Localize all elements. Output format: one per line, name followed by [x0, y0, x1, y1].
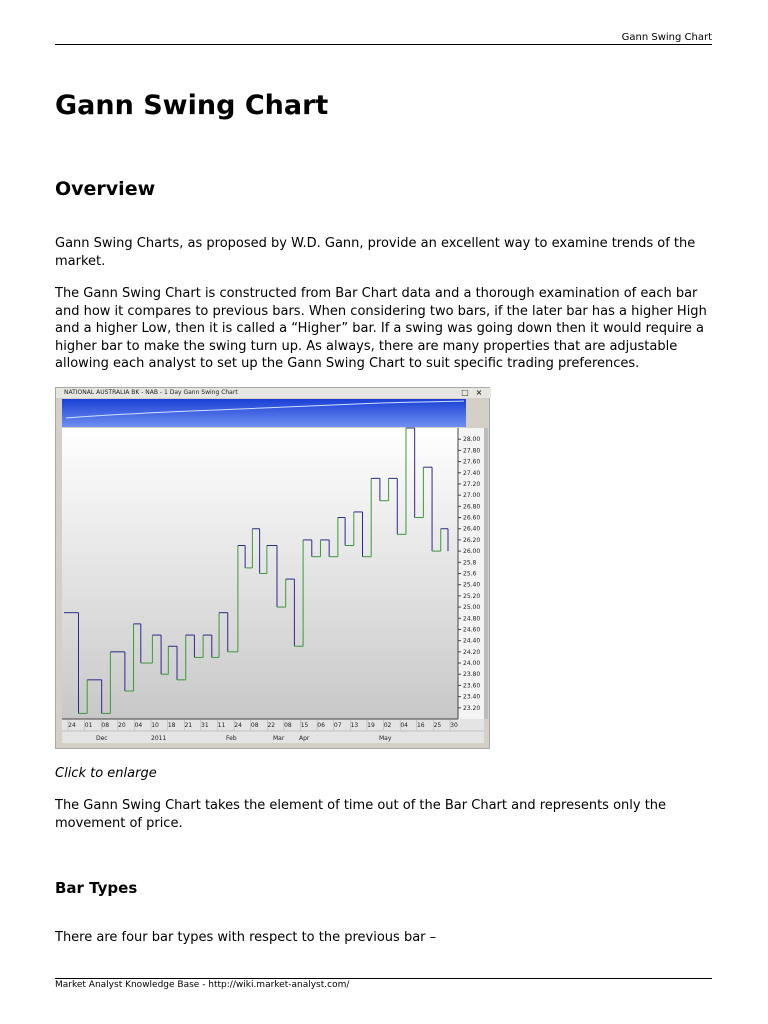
x-tick-label: 08: [101, 722, 110, 729]
x-tick-label: 25: [433, 722, 442, 729]
x-group-label: Feb: [226, 735, 237, 742]
y-tick-label: 23.80: [463, 671, 481, 679]
x-tick-label: 21: [184, 722, 193, 729]
x-tick-label: 08: [284, 722, 292, 729]
x-tick-label: 07: [333, 722, 342, 729]
x-tick-label: 24: [234, 722, 242, 729]
y-tick-label: 25.20: [463, 592, 481, 600]
gann-swing-chart-screenshot[interactable]: [55, 387, 490, 749]
page-title: Gann Swing Chart: [55, 90, 329, 121]
section-heading-bar-types: Bar Types: [55, 879, 138, 897]
y-tick-label: 24.00: [463, 660, 481, 668]
y-tick-label: 24.40: [463, 637, 481, 645]
swing-chart-canvas: [56, 388, 491, 750]
y-tick-label: 27.60: [463, 458, 481, 466]
y-tick-label: 25.40: [463, 581, 481, 589]
x-tick-label: 22: [267, 722, 276, 729]
overview-paragraph-1: Gann Swing Charts, as proposed by W.D. Gann, provide an excellent way to examine trends of the market.: [55, 236, 696, 269]
x-group-label: Apr: [299, 735, 310, 742]
overview-band: [62, 399, 466, 427]
y-tick-label: 23.60: [463, 682, 481, 690]
y-tick-label: 27.00: [463, 492, 481, 500]
x-tick-label: 19: [367, 722, 375, 729]
screenshot-window-title: NATIONAL AUSTRALIA BK - NAB - 1 Day Gann Swing Chart: [64, 389, 238, 396]
y-tick-label: 26.60: [463, 514, 481, 522]
y-tick-label: 25.8: [463, 559, 477, 567]
x-tick-label: 04: [400, 722, 408, 729]
footer-rule: [55, 978, 712, 979]
y-tick-label: 25.00: [463, 604, 481, 612]
y-tick-label: 28.00: [463, 436, 481, 444]
close-icon: ×: [475, 388, 483, 397]
scrollbar: [484, 428, 488, 719]
x-tick-label: 01: [84, 722, 93, 729]
x-tick-label: 20: [118, 722, 126, 729]
x-group-label: 2011: [151, 735, 167, 742]
y-tick-label: 26.80: [463, 503, 481, 511]
y-tick-label: 24.80: [463, 615, 481, 623]
x-tick-label: 24: [68, 722, 76, 729]
y-tick-label: 27.40: [463, 469, 481, 477]
y-tick-label: 23.40: [463, 693, 481, 701]
x-group-label: May: [379, 735, 392, 742]
x-tick-label: 15: [300, 722, 309, 729]
y-tick-label: 26.20: [463, 536, 481, 544]
x-tick-label: 02: [383, 722, 392, 729]
y-tick-label: 25.6: [463, 570, 477, 578]
y-tick-label: 26.40: [463, 525, 481, 533]
header-rule: [55, 44, 712, 45]
x-tick-label: 31: [201, 722, 209, 729]
x-tick-label: 10: [151, 722, 159, 729]
y-tick-label: 24.60: [463, 626, 481, 634]
x-group-label: Mar: [273, 735, 285, 742]
x-tick-label: 13: [350, 722, 359, 729]
y-tick-label: 23.20: [463, 704, 481, 712]
x-tick-label: 30: [450, 722, 458, 729]
image-caption[interactable]: Click to enlarge: [55, 766, 157, 781]
x-tick-label: 16: [416, 722, 425, 729]
y-tick-label: 24.20: [463, 648, 481, 656]
x-tick-label: 18: [167, 722, 176, 729]
x-tick-label: 11: [217, 722, 226, 729]
bar-types-paragraph-1: There are four bar types with respect to the previous bar –: [55, 930, 437, 945]
x-tick-label: 04: [134, 722, 143, 729]
y-tick-label: 26.00: [463, 548, 481, 556]
x-tick-label: 06: [317, 722, 325, 729]
footer-text: Market Analyst Knowledge Base - http://wiki.market-analyst.com/: [55, 980, 350, 990]
overview-paragraph-3: The Gann Swing Chart takes the element of time out of the Bar Chart and represents only the movement of price.: [55, 798, 667, 831]
running-header: Gann Swing Chart: [621, 32, 712, 43]
y-tick-label: 27.20: [463, 480, 481, 488]
overview-paragraph-2: The Gann Swing Chart is constructed from Bar Chart data and a thorough examination of each bar and how it compares to previous bars. When considering two bars, if the later bar has a higher High and a higher Low, then it is called a “Higher” bar. If a swing was going down then it would require a higher bar to make the swing turn up. As always, there are many properties that are adjustable allowing each analyst to set up the Gann Swing Chart to suit specific trading preferences.: [55, 286, 707, 372]
x-tick-label: 08: [250, 722, 259, 729]
section-heading-overview: Overview: [55, 178, 156, 200]
restore-icon: □: [461, 388, 469, 397]
x-group-label: Dec: [96, 735, 108, 742]
y-tick-label: 27.80: [463, 447, 481, 455]
